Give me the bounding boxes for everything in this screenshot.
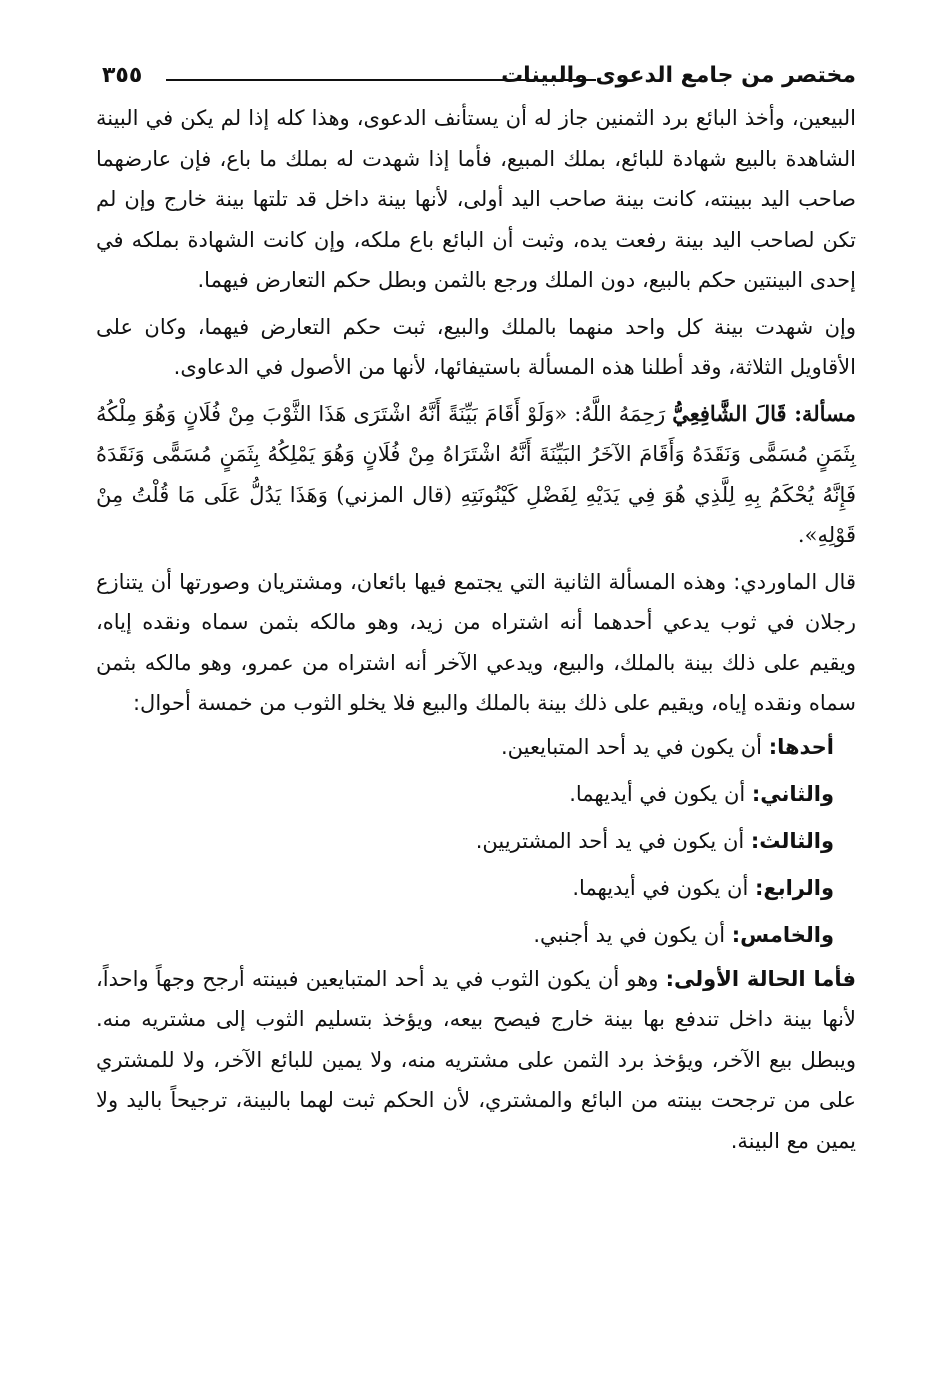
case-item	[96, 818, 834, 865]
case-text: أن يكون في يد أحد المشتريين.	[475, 828, 751, 853]
paragraph-shafii-question	[96, 394, 856, 556]
question-lead: مسألة: قَالَ الشَّافِعِيُّ	[672, 400, 856, 426]
book-title: مختصر من جامع الدعوى والبينات	[501, 63, 856, 88]
question-body: رَحِمَهُ اللَّهُ: «وَلَوْ أَقَامَ بَيِّنَةً أَنَّهُ اشْتَرَى هَذَا الثَّوْبَ مِنْ فُلَانٍ وَهُوَ مِلْكُهُ بِثَمَنٍ مُسَمًّى وَنَقَدَهُ وَأَقَامَ الآخَرُ البَيِّنَةَ أَنَّهُ اشْتَرَاهُ مِنْ فُلَانٍ وَهُوَ يَمْلِكُهُ بِثَمَنٍ مُسَمًّى وَنَقَدَهُ فَإِنَّهُ يُحْكَمُ بِهِ لِلَّذِي هُوَ فِي يَدَيْهِ لِفَضْلِ كَيْنُونَتِهِ (قال المزني) وَهَذَا يَدُلُّ عَلَى مَا قُلْتُ مِنْ قَوْلِهِ».	[96, 401, 856, 547]
case-text: أن يكون في أيديهما.	[572, 875, 755, 900]
book-page	[96, 58, 856, 1161]
paragraph-conflict-ruling: وإن شهدت بينة كل واحد منهما بالملك والبيع، ثبت حكم التعارض فيهما، وكان على الأقاويل الثلاثة، وقد أطلنا هذه المسألة باستيفائها، لأنها من الأصول في الدعاوى.	[96, 314, 856, 379]
case-lead: والخامس:	[731, 922, 834, 947]
case-item	[96, 724, 834, 771]
first-case-lead: فأما الحالة الأولى:	[665, 966, 856, 991]
paragraph-mawardi-commentary: قال الماوردي: وهذه المسألة الثانية التي يجتمع فيها بائعان، ومشتريان وصورتها أن يتنازع رجلان في ثوب يدعي أحدهما أنه اشتراه من زيد، وهو مالكه بثمن سماه ونقده إياه، ويقيم على ذلك بينة بالملك، والبيع، ويدعي الآخر أنه اشتراه من عمرو، وهو مالكه بثمن سماه ونقده إياه، ويقيم على ذلك بينة بالملك والبيع فلا يخلو الثوب من خمسة أحوال:	[96, 569, 856, 715]
case-lead: أحدها:	[768, 734, 834, 759]
paragraph-continuation: البيعين، وأخذ البائع برد الثمنين جاز له أن يستأنف الدعوى، وهذا كله إذا لم يكن في البينة الشاهدة بالبيع شهادة للبائع، بملك المبيع، فأما إذا شهدت له بملك ما باع، فإن عارضهما صاحب اليد ببينته، كانت بينة صاحب اليد أولى، لأنها بينة داخل قد تلتها بينة خارج وإن لم تكن لصاحب اليد بينة رفعت يده، وثبت أن البائع باع ملكه، وإن كانت الشهادة بملكه في إحدى البينتين حكم بالبيع، دون الملك ورجع بالثمن وبطل حكم التعارض فيهما.	[96, 106, 856, 292]
case-text: أن يكون في أيديهما.	[569, 781, 752, 806]
paragraph-first-case	[96, 959, 856, 1162]
header-rule	[166, 79, 596, 81]
case-lead: والرابع:	[754, 875, 834, 900]
page-number: ٣٥٥	[102, 63, 143, 88]
cases-list	[96, 724, 856, 959]
case-item	[96, 771, 834, 818]
case-lead: والثالث:	[750, 828, 834, 853]
running-header	[96, 58, 856, 98]
case-item	[96, 912, 834, 959]
case-item	[96, 865, 834, 912]
case-text: أن يكون في يد أحد المتبايعين.	[500, 734, 769, 759]
case-lead: والثاني:	[751, 781, 834, 806]
case-text: أن يكون في يد أجنبي.	[533, 922, 732, 947]
first-case-body: وهو أن يكون الثوب في يد أحد المتبايعين فبينته أرجح وجهاً واحداً، لأنها بينة داخل تندفع بها بينة خارج فيصح بيعه، ويؤخذ بتسليم الثوب إلى مشتريه منه. ويبطل بيع الآخر، ويؤخذ برد الثمن على مشتريه منه، ولا يمين للبائع الآخر، ولا للمشتري على من ترجحت بينته من البائع والمشتري، لأن الحكم ثبت لهما بالبينة، ترجيحاً باليد ولا يمين مع البينة.	[96, 966, 856, 1153]
